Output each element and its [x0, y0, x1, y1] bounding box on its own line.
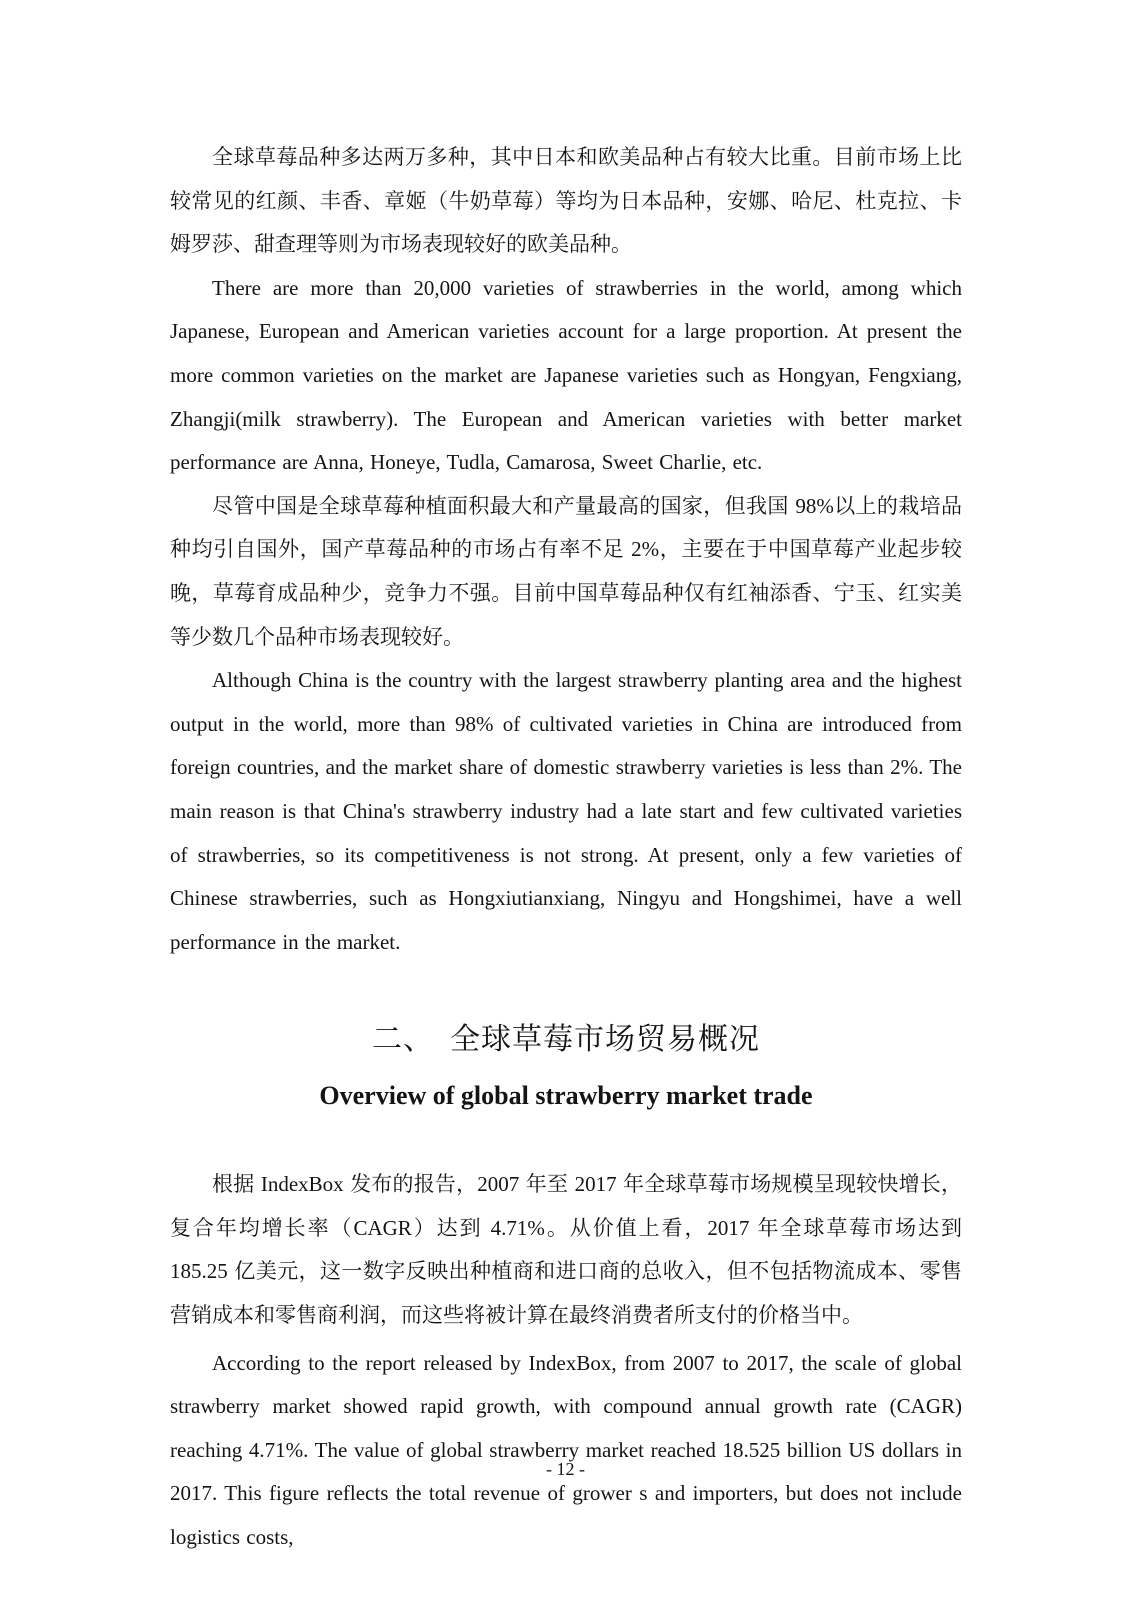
- paragraph-zh-strawberry-varieties: 全球草莓品种多达两万多种，其中日本和欧美品种占有较大比重。目前市场上比较常见的红颜、丰香、章姬（牛奶草莓）等均为日本品种，安娜、哈尼、杜克拉、卡姆罗莎、甜查理等则为市场表现较好的欧美品种。: [170, 145, 962, 257]
- paragraph-en-strawberry-varieties: There are more than 20,000 varieties of strawberries in the world, among which Japanese, European and American varieties account for a large proportion. At present the more common varieties on the market are Japanese varieties such as Hongyan, Fengxiang, Zhangji(milk strawberry). The European and American varieties with better market performance are Anna, Honeye, Tudla, Camarosa, Sweet Charlie, etc.: [170, 275, 962, 475]
- paragraph-zh-market-trade: 根据 IndexBox 发布的报告，2007 年至 2017 年全球草莓市场规模呈现较快增长，复合年均增长率（CAGR）达到 4.71%。从价值上看，2017 年全球草莓市场达到 185.25 亿美元，这一数字反映出种植商和进口商的总收入，但不包括物流成本、零售营销成本和零售商利润，而这些将被计算在最终消费者所支付的价格当中。: [170, 1172, 962, 1328]
- section-heading-en: Overview of global strawberry market trade: [319, 1081, 813, 1111]
- paragraph-en-china-varieties: Although China is the country with the largest strawberry planting area and the highest output in the world, more than 98% of cultivated varieties in China are introduced from foreign countries, and the market share of domestic strawberry varieties is less than 2%. The main reason is that China's strawberry industry had a late start and few cultivated varieties of strawberries, so its competitiveness is not strong. At present, only a few varieties of Chinese strawberries, such as Hongxiutianxiang, Ningyu and Hongshimei, have a well performance in the market.: [170, 668, 962, 954]
- section-heading-zh: 二、 全球草莓市场贸易概况: [372, 1023, 760, 1057]
- paragraph-en-market-trade: According to the report released by IndexBox, from 2007 to 2017, the scale of global strawberry market showed rapid growth, with compound annual growth rate (CAGR) reaching 4.71%. The value of global strawberry market reached 18.525 billion US dollars in 2017. This figure reflects the total revenue of grower s and importers, but does not include logistics costs,: [170, 1350, 962, 1550]
- page-number: - 12 -: [546, 1459, 585, 1479]
- page-body: [170, 0, 962, 1560]
- paragraph-zh-china-varieties: 尽管中国是全球草莓种植面积最大和产量最高的国家，但我国 98%以上的栽培品种均引自国外，国产草莓品种的市场占有率不足 2%，主要在于中国草莓产业起步较晚，草莓育成品种少，竞争力不强。目前中国草莓品种仅有红袖添香、宁玉、红实美等少数几个品种市场表现较好。: [170, 493, 962, 649]
